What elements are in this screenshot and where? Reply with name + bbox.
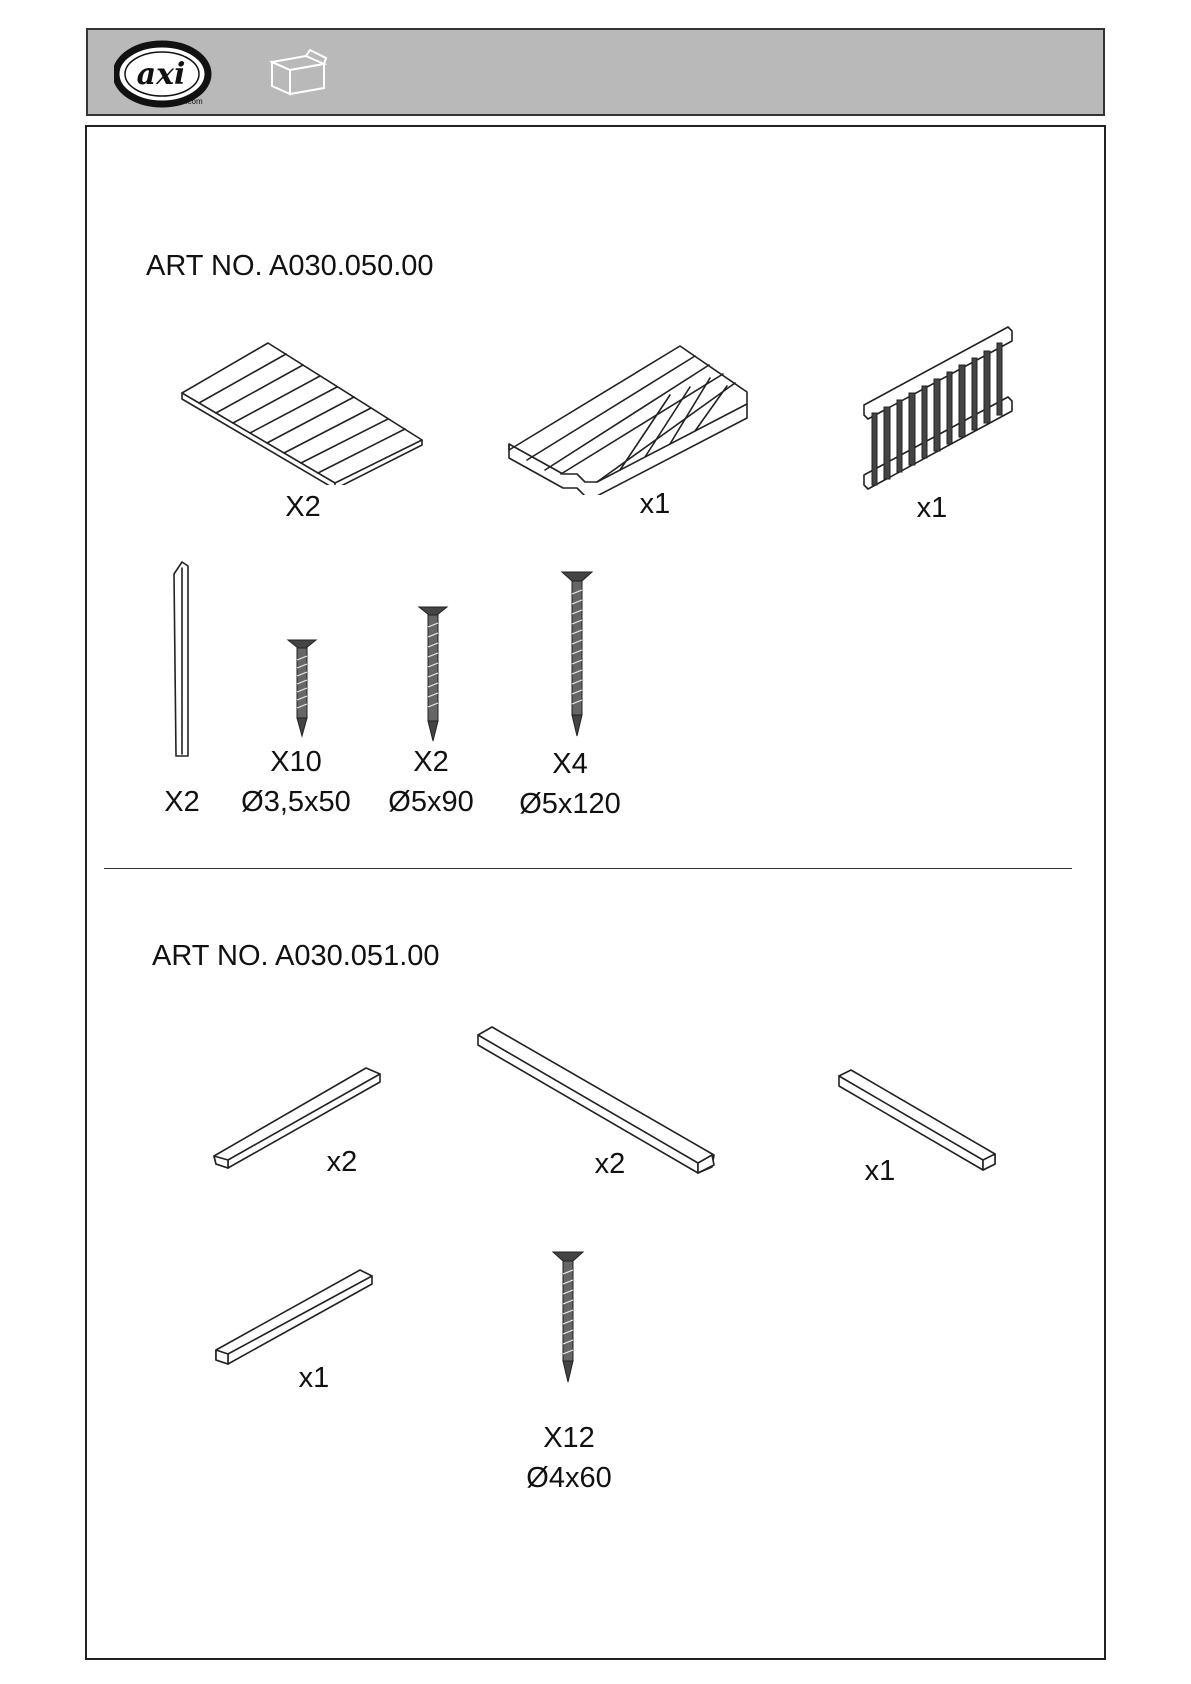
screw-large-size: Ø5x120 [519,788,621,820]
beam-small-qty: x1 [298,1362,330,1394]
rod-image [168,560,194,760]
screw-size: Ø4x60 [526,1462,612,1494]
screw-medium-size: Ø5x90 [388,786,474,818]
box-icon [266,48,330,98]
floor-panel-qty: X2 [285,491,321,523]
stepped-panel-image [505,340,755,495]
screw-medium-image [417,605,449,743]
screw-image [551,1250,585,1384]
screw-qty: X12 [543,1422,595,1454]
beam-small-image [212,1268,377,1368]
beam-short-image [835,1068,1000,1173]
beam-medium-qty: x2 [326,1146,358,1178]
screw-small-image [286,638,318,738]
section2-title: ART NO. A030.051.00 [152,940,440,972]
beam-medium-image [210,1060,385,1170]
railing-qty: x1 [916,492,948,524]
stepped-panel-qty: x1 [639,488,671,520]
section-divider [104,868,1072,869]
railing-image [860,325,1020,495]
screw-large-qty: X4 [552,748,588,780]
screw-small-size: Ø3,5x50 [241,786,351,818]
floor-panel-image [180,335,430,485]
screw-large-image [560,570,594,738]
screw-small-qty: X10 [270,746,322,778]
logo-text: axi [136,57,186,92]
rod-qty: X2 [164,786,200,818]
beam-long-qty: x2 [594,1148,626,1180]
axi-logo [114,40,214,108]
header-bar [86,28,1105,116]
beam-short-qty: x1 [864,1155,896,1187]
screw-medium-qty: X2 [413,746,449,778]
section1-title: ART NO. A030.050.00 [146,250,434,282]
logo-subtext: .com [185,97,203,106]
